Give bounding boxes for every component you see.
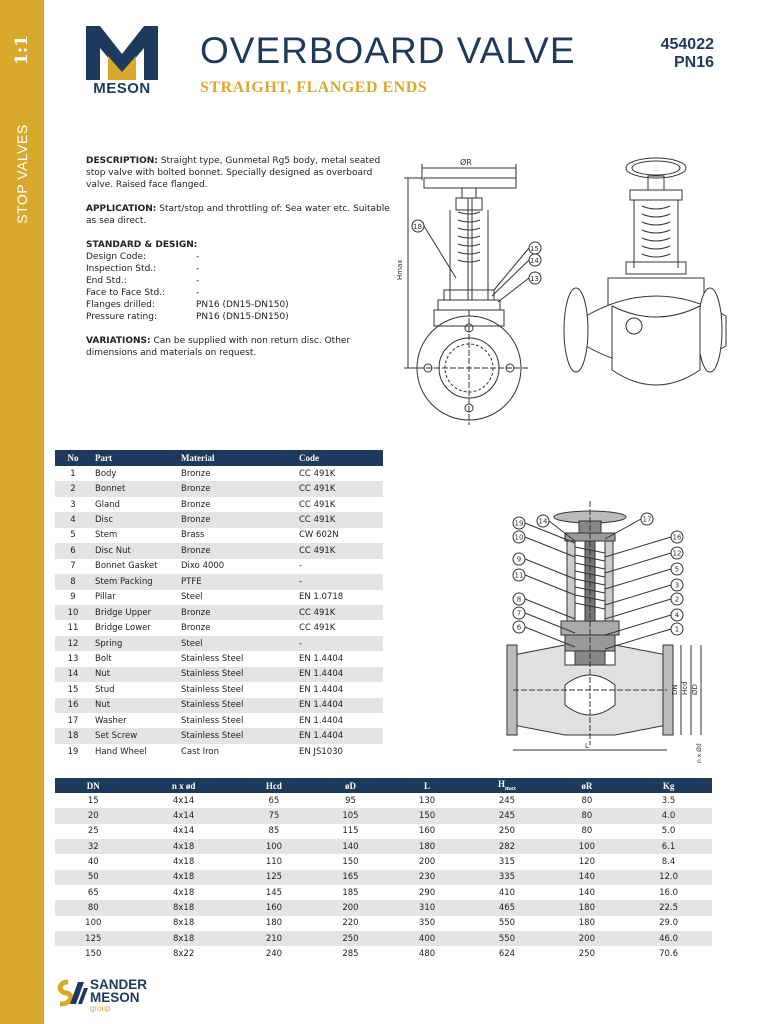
table-cell: 100 [236, 839, 313, 854]
callout-label: 5 [674, 565, 680, 574]
table-row [55, 543, 383, 558]
callout-label: 15 [530, 245, 539, 253]
spec-value: PN16 (DN15-DN150) [196, 300, 289, 310]
callout-label: 2 [674, 595, 680, 604]
spec-row [86, 287, 391, 299]
table-cell: 624 [498, 949, 516, 960]
table-cell: EN 1.4404 [295, 698, 383, 713]
standard-design: STANDARD & DESIGN: Design Code: - Inspection Std.: - End Std.: - Face to Face Std.: - Flanges drilled: PN16 (DN15-DN150) Pressure rating: PN16 (DN15-DN150) [86, 239, 391, 323]
table-cell: 105 [312, 808, 389, 823]
table-cell: 180 [265, 918, 283, 929]
callout-leader [605, 569, 671, 589]
table-cell: 22.5 [625, 900, 712, 915]
table-row [55, 900, 712, 915]
table-cell: 13 [67, 653, 79, 664]
callout-label: 14 [530, 257, 539, 265]
table-cell: Gland [95, 499, 120, 510]
table-cell: 50 [55, 870, 132, 885]
table-cell: 100 [85, 918, 102, 929]
table-cell: Nut [91, 698, 177, 713]
table-cell: 17 [67, 715, 79, 726]
table-cell: Stud [95, 684, 115, 695]
table-row [55, 946, 712, 961]
callout-label: 9 [516, 555, 522, 564]
table-cell: Bridge Upper [91, 605, 177, 620]
table-cell: 4x18 [132, 870, 236, 885]
table-cell: - [299, 561, 303, 572]
table-cell: 140 [578, 887, 595, 898]
table-cell: CC 491K [295, 543, 383, 558]
spec-key: Inspection Std.: [86, 264, 157, 274]
table-row [55, 636, 383, 651]
table-cell: Hand Wheel [95, 746, 147, 757]
header-l: L [389, 778, 466, 793]
spec-value: - [196, 252, 200, 262]
table-cell: 16.0 [659, 887, 679, 898]
table-row [55, 916, 712, 931]
table-cell: CC 491K [295, 512, 383, 527]
table-cell: 200 [549, 931, 626, 946]
table-cell: 16 [55, 698, 91, 713]
dim-label: ØR [460, 158, 472, 167]
table-cell: 65 [268, 795, 280, 806]
table-cell: 12.0 [625, 870, 712, 885]
sander-meson-logo-icon [54, 978, 88, 1008]
table-cell: Stainless Steel [181, 715, 244, 726]
header-no: No [55, 450, 91, 466]
table-row [55, 824, 712, 839]
header-part: Part [91, 450, 177, 466]
table-cell: 8x18 [132, 900, 236, 915]
table-cell: Set Screw [91, 728, 177, 743]
table-cell: 400 [389, 931, 466, 946]
table-cell: 15 [87, 795, 99, 806]
table-row [55, 481, 383, 496]
table-cell: 110 [265, 857, 283, 868]
page-title: OVERBOARD VALVE [200, 30, 576, 71]
dim-label: ØD [691, 684, 699, 695]
table-cell: 40 [87, 857, 99, 868]
table-cell: 245 [498, 795, 516, 806]
table-cell: Stainless Steel [181, 684, 244, 695]
table-cell: 550 [498, 918, 516, 929]
table-cell: 14 [55, 667, 91, 682]
valve-outline-drawing [398, 150, 728, 430]
category-label: STOP VALVES [14, 124, 30, 224]
table-cell: EN JS1030 [299, 746, 343, 757]
table-cell: 95 [345, 795, 356, 806]
table-cell: 250 [312, 931, 389, 946]
spec-row [86, 251, 391, 263]
table-row [55, 870, 712, 885]
spec-row [86, 299, 391, 311]
header-bolts: n x ød [132, 778, 236, 793]
table-cell: Steel [177, 636, 295, 651]
table-row [55, 528, 383, 543]
dim-label: Hcd [681, 681, 689, 695]
table-cell: Bonnet Gasket [95, 561, 158, 572]
table-row [55, 667, 383, 682]
table-cell: Stainless Steel [177, 667, 295, 682]
dimensions-table [55, 778, 712, 962]
callout-label: 3 [674, 581, 680, 590]
dim-label: n x Ød [696, 743, 703, 763]
table-row [55, 885, 712, 900]
table-cell: 85 [268, 826, 280, 837]
table-cell: EN 1.4404 [295, 667, 383, 682]
table-row [55, 839, 712, 854]
table-cell: 4x18 [132, 839, 236, 854]
table-cell: Stainless Steel [177, 698, 295, 713]
table-cell: Stainless Steel [181, 653, 244, 664]
table-cell: Body [95, 468, 117, 479]
spec-key: Design Code: [86, 252, 147, 262]
table-cell: Stainless Steel [177, 728, 295, 743]
callout-label: 19 [514, 519, 524, 528]
table-cell: 210 [236, 931, 313, 946]
parts-table [55, 450, 383, 759]
table-cell: 125 [55, 931, 132, 946]
spec-value: - [196, 276, 200, 286]
callout-label: 4 [674, 611, 680, 620]
dim-label: Hmax [396, 259, 404, 280]
table-row [55, 512, 383, 527]
table-row [55, 854, 712, 869]
table-cell: 8x18 [132, 931, 236, 946]
table-cell: 12 [55, 636, 91, 651]
table-cell: 6 [55, 543, 91, 558]
table-cell: 140 [549, 870, 626, 885]
callout-label: 10 [514, 533, 524, 542]
callout-label: 16 [672, 533, 682, 542]
table-cell: 160 [236, 900, 313, 915]
table-cell: 150 [389, 808, 466, 823]
table-cell: 4x14 [132, 808, 236, 823]
table-cell: 80 [581, 795, 593, 806]
table-cell: 315 [498, 857, 516, 868]
table-cell: Cast Iron [181, 746, 220, 757]
table-cell: 32 [55, 839, 132, 854]
table-cell: 140 [312, 839, 389, 854]
table-cell: Bronze [177, 543, 295, 558]
table-cell: Pillar [95, 592, 116, 603]
table-cell: 185 [342, 887, 359, 898]
table-cell: 350 [418, 918, 436, 929]
table-cell: EN 1.4404 [299, 715, 344, 726]
table-cell: 115 [342, 826, 359, 837]
table-cell: 130 [418, 795, 436, 806]
header-hcd: Hcd [236, 778, 313, 793]
table-cell: 282 [465, 839, 548, 854]
table-cell: Bronze [177, 512, 295, 527]
callout-label: 13 [530, 275, 539, 283]
table-cell: 3.5 [661, 795, 676, 806]
callout-label: 7 [516, 609, 522, 618]
header-or: øR [549, 778, 626, 793]
header-material: Material [177, 450, 295, 466]
table-cell: 335 [465, 870, 548, 885]
table-cell: 200 [312, 900, 389, 915]
description-paragraph: DESCRIPTION: Straight type, Gunmetal Rg5 body, metal seated stop valve with bolted bonnet. Specially designed as overboard valve. Raised face flanged. [86, 156, 381, 190]
table-cell: Bolt [95, 653, 112, 664]
product-code [661, 36, 714, 72]
header-kg: Kg [625, 778, 712, 793]
table-cell: CC 491K [299, 623, 336, 634]
callout-label: 12 [672, 549, 682, 558]
parts-header-row [55, 450, 383, 466]
table-cell: Stem Packing [91, 574, 177, 589]
table-cell: EN 1.4404 [299, 653, 344, 664]
table-cell: 230 [389, 870, 466, 885]
header-hmax: $H_{max}$ [465, 778, 548, 793]
callout-label: 11 [514, 571, 524, 580]
table-row [55, 744, 383, 759]
application-paragraph: APPLICATION: Start/stop and throttling of: Sea water etc. Suitable as sea direct. [86, 204, 390, 226]
spec-row [86, 263, 391, 275]
table-cell: 4.0 [625, 808, 712, 823]
table-cell: 10 [55, 605, 91, 620]
spec-key: End Std.: [86, 276, 127, 286]
table-cell: 180 [578, 918, 595, 929]
pressure-class: PN16 [673, 54, 714, 71]
table-cell: Bronze [181, 623, 211, 634]
spec-key: Flanges drilled: [86, 300, 155, 310]
table-cell: 5.0 [661, 826, 676, 837]
table-row [55, 728, 383, 743]
table-cell: 4x14 [172, 795, 195, 806]
table-cell: 4x14 [172, 826, 195, 837]
table-cell: 5 [70, 530, 76, 541]
table-cell: 180 [549, 900, 626, 915]
spec-value: PN16 (DN15-DN150) [196, 312, 289, 322]
table-cell: 145 [265, 887, 283, 898]
table-cell: 20 [55, 808, 132, 823]
table-cell: 3 [70, 499, 76, 510]
callout-leader [605, 553, 671, 573]
table-cell: CC 491K [299, 468, 336, 479]
table-cell: 19 [67, 746, 79, 757]
scale-label: 1:1 [12, 35, 32, 65]
callout-label: 18 [413, 223, 422, 231]
footer-group-label: group [90, 1004, 111, 1013]
table-row [55, 590, 383, 605]
table-cell: 4x18 [172, 857, 195, 868]
table-cell: 290 [418, 887, 436, 898]
table-cell: Bronze [181, 468, 211, 479]
table-cell: 4x18 [172, 887, 195, 898]
spec-key: Pressure rating: [86, 312, 157, 322]
table-cell: 7 [70, 561, 76, 572]
table-cell: Bridge Lower [95, 623, 151, 634]
valve-section-drawing [505, 495, 715, 770]
callout-label: 14 [538, 517, 548, 526]
table-cell: 65 [87, 887, 99, 898]
table-cell: Disc Nut [91, 543, 177, 558]
header-dn: DN [55, 778, 132, 793]
table-row [55, 605, 383, 620]
logo-wordmark: MESON [93, 80, 151, 97]
table-cell: 125 [236, 870, 313, 885]
table-cell: EN 1.0718 [299, 592, 344, 603]
callout-label: 1 [674, 625, 680, 634]
table-cell: PTFE [177, 574, 295, 589]
table-cell: EN 1.4404 [299, 684, 344, 695]
table-cell: 8 [55, 574, 91, 589]
table-cell: 18 [55, 728, 91, 743]
table-cell: 150 [85, 949, 102, 960]
callout-label: 6 [516, 623, 522, 632]
table-cell: 8x22 [172, 949, 195, 960]
table-cell: EN 1.4404 [295, 728, 383, 743]
table-cell: 29.0 [659, 918, 679, 929]
table-cell: 250 [498, 826, 516, 837]
dim-label: L [585, 742, 589, 750]
dim-label: DN [671, 684, 679, 695]
table-cell: Bronze [177, 605, 295, 620]
table-cell: 75 [236, 808, 313, 823]
callout-label: 8 [516, 595, 522, 604]
table-cell: 240 [265, 949, 283, 960]
table-cell: Washer [95, 715, 127, 726]
table-row [55, 713, 383, 728]
dims-header-row [55, 778, 712, 793]
header-od: øD [312, 778, 389, 793]
table-cell: Disc [91, 512, 177, 527]
table-cell: 160 [418, 826, 436, 837]
table-cell: 200 [418, 857, 436, 868]
variations-paragraph: VARIATIONS: Can be supplied with non return disc. Other dimensions and materials on request. [86, 336, 351, 358]
table-cell: 180 [389, 839, 466, 854]
table-cell: CW 602N [299, 530, 339, 541]
table-cell: 11 [67, 623, 79, 634]
table-row [55, 620, 383, 635]
table-cell: 4 [55, 512, 91, 527]
spec-value: - [196, 288, 200, 298]
spec-value: - [196, 264, 200, 274]
table-cell: 465 [465, 900, 548, 915]
table-cell: CC 491K [295, 605, 383, 620]
table-cell: 80 [55, 900, 132, 915]
header-code: Code [295, 450, 383, 466]
table-cell: Bronze [177, 481, 295, 496]
table-cell: 480 [418, 949, 436, 960]
table-cell: 245 [465, 808, 548, 823]
table-cell: 9 [70, 592, 76, 603]
table-row [55, 559, 383, 574]
table-cell: 310 [389, 900, 466, 915]
table-cell: 150 [342, 857, 359, 868]
table-cell: Nut [91, 667, 177, 682]
footer-wordmark: SANDER MESON [90, 977, 148, 1005]
table-cell: - [295, 636, 383, 651]
table-cell: Bronze [181, 499, 211, 510]
table-cell: 120 [578, 857, 595, 868]
spec-row [86, 311, 391, 323]
table-cell: 410 [498, 887, 516, 898]
table-cell: 70.6 [659, 949, 679, 960]
table-cell: Stem [95, 530, 118, 541]
table-row [55, 808, 712, 823]
sidebar [0, 0, 44, 1024]
table-row [55, 466, 383, 481]
table-row [55, 497, 383, 512]
table-cell: - [295, 574, 383, 589]
table-cell: 550 [465, 931, 548, 946]
table-cell: Bonnet [91, 481, 177, 496]
table-cell: 8x18 [172, 918, 195, 929]
table-row [55, 651, 383, 666]
table-cell: Dixo 4000 [181, 561, 225, 572]
table-cell: 100 [549, 839, 626, 854]
table-cell: 285 [342, 949, 359, 960]
table-cell: 15 [67, 684, 79, 695]
table-cell: 220 [342, 918, 359, 929]
table-row [55, 682, 383, 697]
table-cell: 6.1 [625, 839, 712, 854]
spec-key: Face to Face Std.: [86, 288, 166, 298]
table-cell: Steel [181, 592, 203, 603]
table-row [55, 574, 383, 589]
table-cell: 165 [312, 870, 389, 885]
table-cell: 25 [87, 826, 99, 837]
table-row [55, 698, 383, 713]
table-cell: 2 [55, 481, 91, 496]
table-row [55, 931, 712, 946]
article-number: 454022 [660, 36, 714, 53]
callout-label: 17 [642, 515, 652, 524]
table-cell: CC 491K [295, 481, 383, 496]
page-subtitle: STRAIGHT, FLANGED ENDS [200, 79, 428, 96]
spec-row [86, 275, 391, 287]
table-cell: 46.0 [625, 931, 712, 946]
table-cell: CC 491K [299, 499, 336, 510]
table-cell: 8.4 [661, 857, 676, 868]
table-cell: Brass [181, 530, 205, 541]
description-block [86, 155, 391, 371]
table-cell: 80 [549, 808, 626, 823]
table-cell: 80 [581, 826, 593, 837]
table-row [55, 793, 712, 808]
table-cell: 1 [70, 468, 76, 479]
table-cell: 250 [578, 949, 595, 960]
table-cell: Spring [91, 636, 177, 651]
